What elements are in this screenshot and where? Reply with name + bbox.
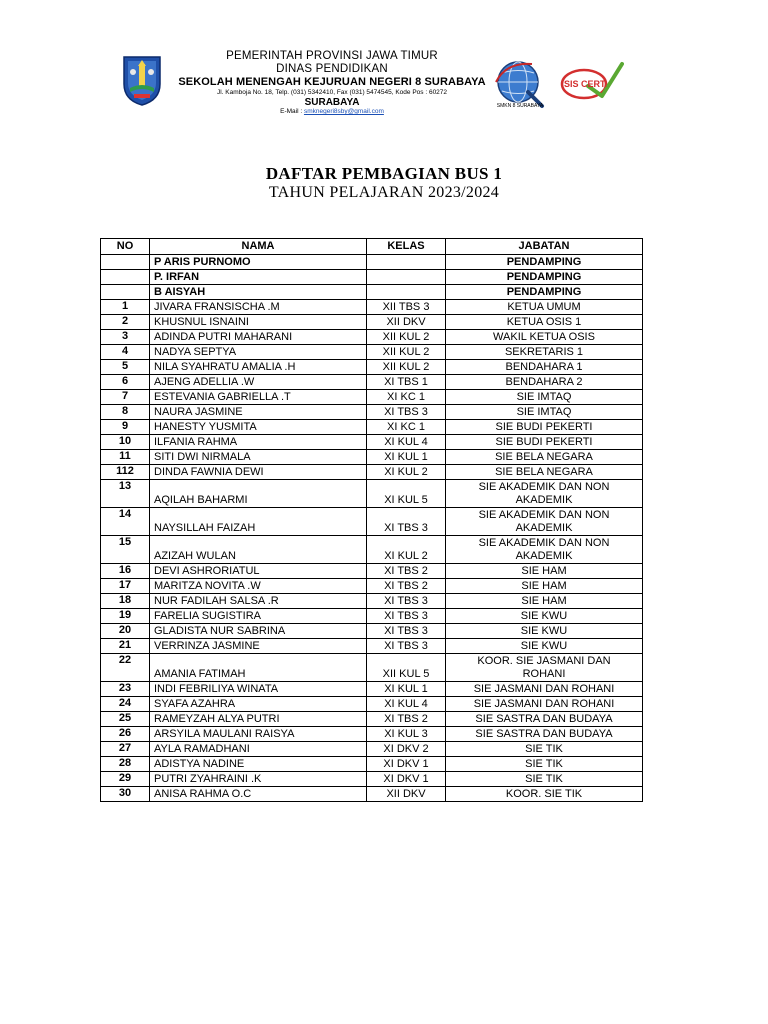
cell-kelas: XI KC 1 — [367, 420, 446, 435]
cell-kelas: XI KUL 1 — [367, 682, 446, 697]
table-row — [101, 405, 643, 420]
cell-kelas: XI KC 1 — [367, 390, 446, 405]
cell-jabatan: SIE TIK — [446, 757, 643, 772]
cell-kelas: XI TBS 3 — [367, 508, 446, 536]
cell-nama: NUR FADILAH SALSA .R — [150, 594, 367, 609]
table-row — [101, 727, 643, 742]
cell-no: 11 — [101, 450, 150, 465]
sis-cert-logo-text: SIS CERT. — [564, 79, 608, 89]
cell-jabatan: SIE HAM — [446, 579, 643, 594]
cell-jabatan: SIE JASMANI DAN ROHANI — [446, 682, 643, 697]
cell-nama: HANESTY YUSMITA — [150, 420, 367, 435]
document-title: DAFTAR PEMBAGIAN BUS 1 — [265, 164, 503, 183]
column-header-kelas: KELAS — [367, 239, 446, 255]
cell-no: 3 — [101, 330, 150, 345]
cell-nama: AMANIA FATIMAH — [150, 654, 367, 682]
cell-no: 10 — [101, 435, 150, 450]
cell-jabatan: BENDAHARA 1 — [446, 360, 643, 375]
table-row — [101, 579, 643, 594]
cell-no: 15 — [101, 536, 150, 564]
cell-kelas: XI KUL 4 — [367, 697, 446, 712]
city-name: SURABAYA — [304, 96, 360, 108]
cell-jabatan — [446, 508, 643, 536]
cell-kelas: XII DKV — [367, 787, 446, 802]
province-name: PEMERINTAH PROVINSI JAWA TIMUR — [226, 50, 438, 62]
cell-nama: AQILAH BAHARMI — [150, 480, 367, 508]
cell-jabatan: BENDAHARA 2 — [446, 375, 643, 390]
cell-kelas: XI TBS 3 — [367, 624, 446, 639]
companion-row — [101, 285, 643, 300]
cell-kelas — [367, 270, 446, 285]
east-java-province-emblem-icon — [120, 54, 164, 106]
cell-kelas: XI KUL 1 — [367, 450, 446, 465]
letterhead-text — [172, 50, 492, 116]
cell-kelas: XII KUL 5 — [367, 654, 446, 682]
cell-nama: ESTEVANIA GABRIELLA .T — [150, 390, 367, 405]
companion-row — [101, 270, 643, 285]
cell-no — [101, 255, 150, 270]
cell-jabatan: SIE SASTRA DAN BUDAYA — [446, 727, 643, 742]
cell-jabatan-line: AKADEMIK — [515, 550, 573, 562]
cell-jabatan: SIE JASMANI DAN ROHANI — [446, 697, 643, 712]
roster-body — [101, 255, 643, 802]
column-header-jabatan: JABATAN — [446, 239, 643, 255]
cell-kelas: XI TBS 1 — [367, 375, 446, 390]
cell-kelas: XI TBS 3 — [367, 405, 446, 420]
cell-kelas: XI KUL 5 — [367, 480, 446, 508]
cell-no: 2 — [101, 315, 150, 330]
cell-jabatan: SIE IMTAQ — [446, 405, 643, 420]
cell-nama: ADISTYA NADINE — [150, 757, 367, 772]
cell-no: 7 — [101, 390, 150, 405]
cell-nama: AZIZAH WULAN — [150, 536, 367, 564]
cell-nama: FARELIA SUGISTIRA — [150, 609, 367, 624]
column-header-no: NO — [101, 239, 150, 255]
table-row — [101, 742, 643, 757]
cell-jabatan-line: AKADEMIK — [515, 522, 573, 534]
table-row — [101, 594, 643, 609]
table-row — [101, 465, 643, 480]
table-row — [101, 360, 643, 375]
table-row — [101, 508, 643, 536]
cell-jabatan — [446, 536, 643, 564]
table-row — [101, 564, 643, 579]
cell-kelas: XI TBS 2 — [367, 564, 446, 579]
cell-jabatan: PENDAMPING — [446, 270, 643, 285]
cell-jabatan: SIE TIK — [446, 772, 643, 787]
cell-jabatan-line: SIE AKADEMIK DAN NON — [478, 537, 610, 549]
cell-jabatan: KOOR. SIE TIK — [446, 787, 643, 802]
cell-jabatan-line: KOOR. SIE JASMANI DAN — [477, 655, 611, 667]
cell-jabatan-line: AKADEMIK — [515, 494, 573, 506]
table-row — [101, 420, 643, 435]
cell-no: 14 — [101, 508, 150, 536]
cell-nama: AYLA RAMADHANI — [150, 742, 367, 757]
cell-jabatan: SIE HAM — [446, 564, 643, 579]
cell-kelas: XI DKV 2 — [367, 742, 446, 757]
office-name: DINAS PENDIDIKAN — [276, 63, 388, 76]
table-row — [101, 624, 643, 639]
table-row — [101, 712, 643, 727]
school-name: SEKOLAH MENENGAH KEJURUAN NEGERI 8 SURABAYA — [178, 76, 486, 89]
cell-nama: SYAFA AZAHRA — [150, 697, 367, 712]
table-row — [101, 480, 643, 508]
table-row — [101, 639, 643, 654]
cell-no: 8 — [101, 405, 150, 420]
cell-kelas: XII DKV — [367, 315, 446, 330]
cell-jabatan: PENDAMPING — [446, 255, 643, 270]
letterhead — [0, 0, 768, 130]
academic-year: TAHUN PELAJARAN 2023/2024 — [268, 184, 500, 201]
cell-nama: ARSYILA MAULANI RAISYA — [150, 727, 367, 742]
cell-jabatan: KETUA OSIS 1 — [446, 315, 643, 330]
table-row — [101, 787, 643, 802]
cell-no: 13 — [101, 480, 150, 508]
cell-nama: SITI DWI NIRMALA — [150, 450, 367, 465]
table-row — [101, 390, 643, 405]
cell-no: 30 — [101, 787, 150, 802]
cell-kelas: XI TBS 2 — [367, 712, 446, 727]
cell-nama: ANISA RAHMA O.C — [150, 787, 367, 802]
cell-jabatan: PENDAMPING — [446, 285, 643, 300]
cell-nama: DEVI ASHRORIATUL — [150, 564, 367, 579]
cell-no: 20 — [101, 624, 150, 639]
cell-no: 17 — [101, 579, 150, 594]
cell-no: 112 — [101, 465, 150, 480]
cell-kelas: XII KUL 2 — [367, 360, 446, 375]
cell-kelas: XI TBS 2 — [367, 579, 446, 594]
cell-nama: AJENG ADELLIA .W — [150, 375, 367, 390]
cell-jabatan: SEKRETARIS 1 — [446, 345, 643, 360]
cell-nama: NADYA SEPTYA — [150, 345, 367, 360]
globe-logo-caption: SMKN 8 SURABAYA — [496, 103, 544, 109]
cell-kelas: XI TBS 3 — [367, 639, 446, 654]
email-label: E-Mail : — [280, 108, 304, 116]
cell-no: 19 — [101, 609, 150, 624]
cell-no: 9 — [101, 420, 150, 435]
cell-jabatan: SIE KWU — [446, 624, 643, 639]
table-row — [101, 772, 643, 787]
cell-jabatan: SIE SASTRA DAN BUDAYA — [446, 712, 643, 727]
cell-jabatan-line: SIE AKADEMIK DAN NON — [478, 481, 610, 493]
table-row — [101, 375, 643, 390]
companion-row — [101, 255, 643, 270]
cell-nama: B AISYAH — [150, 285, 367, 300]
cell-kelas: XII TBS 3 — [367, 300, 446, 315]
cell-no — [101, 270, 150, 285]
table-row — [101, 435, 643, 450]
cell-kelas: XI TBS 3 — [367, 594, 446, 609]
table-header-row — [101, 239, 643, 255]
table-row — [101, 345, 643, 360]
cell-no: 24 — [101, 697, 150, 712]
cell-jabatan: SIE IMTAQ — [446, 390, 643, 405]
cell-nama: P. IRFAN — [150, 270, 367, 285]
cell-nama: NILA SYAHRATU AMALIA .H — [150, 360, 367, 375]
cell-kelas: XI KUL 2 — [367, 465, 446, 480]
cell-nama: P ARIS PURNOMO — [150, 255, 367, 270]
school-address: Jl. Kamboja No. 18, Telp. (031) 5342410, Fax (031) 5474545, Kode Pos : 60272 — [216, 89, 448, 97]
cell-jabatan: SIE TIK — [446, 742, 643, 757]
sis-cert-logo-icon — [558, 60, 624, 102]
email-line — [172, 108, 492, 115]
cell-nama: GLADISTA NUR SABRINA — [150, 624, 367, 639]
cell-jabatan: SIE KWU — [446, 639, 643, 654]
cell-no: 27 — [101, 742, 150, 757]
table-row — [101, 330, 643, 345]
cell-no: 26 — [101, 727, 150, 742]
cell-kelas: XI KUL 4 — [367, 435, 446, 450]
cell-nama: VERRINZA JASMINE — [150, 639, 367, 654]
cell-kelas — [367, 285, 446, 300]
email-link[interactable]: smknegeri8sby@gmail.com — [303, 108, 384, 116]
cell-kelas: XI DKV 1 — [367, 757, 446, 772]
cell-nama: DINDA FAWNIA DEWI — [150, 465, 367, 480]
cell-jabatan: SIE BELA NEGARA — [446, 450, 643, 465]
cell-jabatan: SIE BUDI PEKERTI — [446, 435, 643, 450]
cell-kelas: XI DKV 1 — [367, 772, 446, 787]
cell-jabatan: SIE BUDI PEKERTI — [446, 420, 643, 435]
cell-jabatan — [446, 654, 643, 682]
cell-jabatan: SIE BELA NEGARA — [446, 465, 643, 480]
cell-no: 5 — [101, 360, 150, 375]
cell-nama: KHUSNUL ISNAINI — [150, 315, 367, 330]
cell-no: 18 — [101, 594, 150, 609]
cell-no: 25 — [101, 712, 150, 727]
cell-nama: RAMEYZAH ALYA PUTRI — [150, 712, 367, 727]
cell-kelas — [367, 255, 446, 270]
cell-no: 6 — [101, 375, 150, 390]
table-row — [101, 315, 643, 330]
cell-nama: NAURA JASMINE — [150, 405, 367, 420]
cell-jabatan: SIE HAM — [446, 594, 643, 609]
cell-nama: ILFANIA RAHMA — [150, 435, 367, 450]
table-row — [101, 450, 643, 465]
cell-jabatan-line: SIE AKADEMIK DAN NON — [478, 509, 610, 521]
cell-nama: ADINDA PUTRI MAHARANI — [150, 330, 367, 345]
cell-kelas: XI TBS 3 — [367, 609, 446, 624]
table-row — [101, 536, 643, 564]
cell-nama: INDI FEBRILIYA WINATA — [150, 682, 367, 697]
cell-no: 16 — [101, 564, 150, 579]
table-row — [101, 697, 643, 712]
cell-nama: JIVARA FRANSISCHA .M — [150, 300, 367, 315]
table-row — [101, 654, 643, 682]
cell-jabatan-line: ROHANI — [522, 668, 566, 680]
cell-kelas: XII KUL 2 — [367, 330, 446, 345]
table-row — [101, 682, 643, 697]
table-row — [101, 757, 643, 772]
cell-no: 23 — [101, 682, 150, 697]
cell-kelas: XI KUL 3 — [367, 727, 446, 742]
cell-no — [101, 285, 150, 300]
table-row — [101, 300, 643, 315]
cell-no: 22 — [101, 654, 150, 682]
cell-nama: PUTRI ZYAHRAINI .K — [150, 772, 367, 787]
column-header-nama: NAMA — [150, 239, 367, 255]
cell-kelas: XI KUL 2 — [367, 536, 446, 564]
table-row — [101, 609, 643, 624]
cell-jabatan: WAKIL KETUA OSIS — [446, 330, 643, 345]
cell-no: 29 — [101, 772, 150, 787]
cell-nama: MARITZA NOVITA .W — [150, 579, 367, 594]
cell-jabatan — [446, 480, 643, 508]
cell-kelas: XII KUL 2 — [367, 345, 446, 360]
bus-roster-table — [100, 238, 643, 802]
cell-no: 21 — [101, 639, 150, 654]
cell-jabatan: KETUA UMUM — [446, 300, 643, 315]
cell-no: 28 — [101, 757, 150, 772]
cell-no: 1 — [101, 300, 150, 315]
cell-jabatan: SIE KWU — [446, 609, 643, 624]
cell-nama: NAYSILLAH FAIZAH — [150, 508, 367, 536]
cell-no: 4 — [101, 345, 150, 360]
